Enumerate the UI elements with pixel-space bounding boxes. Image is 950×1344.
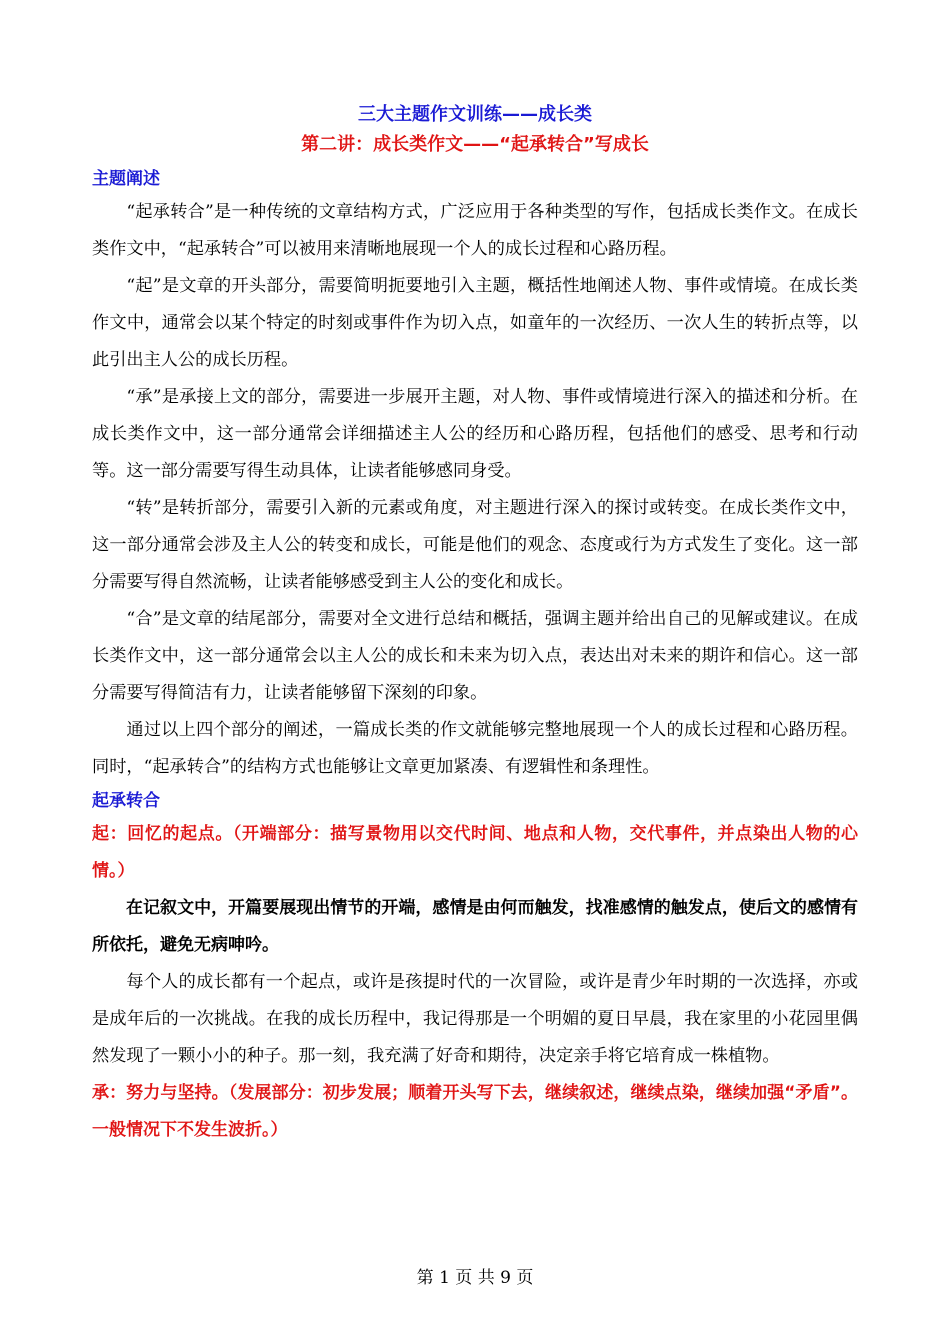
document-subtitle: 第二讲：成长类作文——“起承转合”写成长: [301, 134, 649, 155]
paragraph: “转”是转折部分，需要引入新的元素或角度，对主题进行深入的探讨或转变。在成长类作文中，这一部分通常会涉及主人公的转变和成长，可能是他们的观念、态度或行为方式发生了变化。这一部分需要写得自然流畅，让读者能够感受到主人公的变化和成长。: [92, 498, 858, 592]
section-heading-theme: 主题阐述: [92, 169, 160, 189]
section-heading-structure: 起承转合: [92, 791, 160, 811]
paragraph: “承”是承接上文的部分，需要进一步展开主题，对人物、事件或情境进行深入的描述和分析。在成长类作文中，这一部分通常会详细描述主人公的经历和心路历程，包括他们的感受、思考和行动等。这一部分需要写得生动具体，让读者能够感同身受。: [92, 387, 858, 481]
document-page: [92, 100, 858, 1149]
qi-note: 在记叙文中，开篇要展现出情节的开端，感情是由何而触发，找准感情的触发点，使后文的感情有所依托，避免无病呻吟。: [92, 898, 858, 955]
paragraph: “起”是文章的开头部分，需要简明扼要地引入主题，概括性地阐述人物、事件或情境。在成长类作文中，通常会以某个特定的时刻或事件作为切入点，如童年的一次经历、一次人生的转折点等，以此引出主人公的成长历程。: [92, 276, 858, 370]
qi-example-paragraph: 每个人的成长都有一个起点，或许是孩提时代的一次冒险，或许是青少年时期的一次选择，亦或是成年后的一次挑战。在我的成长历程中，我记得那是一个明媚的夏日早晨，我在家里的小花园里偶然发现了一颗小小的种子。那一刻，我充满了好奇和期待，决定亲手将它培育成一株植物。: [92, 972, 858, 1066]
qi-label: 起：回忆的起点。（开端部分：描写景物用以交代时间、地点和人物，交代事件，并点染出人物的心情。）: [92, 824, 858, 881]
paragraph: “合”是文章的结尾部分，需要对全文进行总结和概括，强调主题并给出自己的见解或建议。在成长类作文中，这一部分通常会以主人公的成长和未来为切入点，表达出对未来的期许和信心。这一部分需要写得简洁有力，让读者能够留下深刻的印象。: [92, 609, 858, 703]
page-footer: 第 1 页 共 9 页: [416, 1268, 534, 1288]
cheng-label: 承：努力与坚持。（发展部分：初步发展；顺着开头写下去，继续叙述，继续点染，继续加强“矛盾”。一般情况下不发生波折。）: [92, 1083, 858, 1140]
document-title: 三大主题作文训练——成长类: [358, 104, 592, 125]
paragraph: “起承转合”是一种传统的文章结构方式，广泛应用于各种类型的写作，包括成长类作文。在成长类作文中，“起承转合”可以被用来清晰地展现一个人的成长过程和心路历程。: [92, 202, 858, 259]
paragraph: 通过以上四个部分的阐述，一篇成长类的作文就能够完整地展现一个人的成长过程和心路历程。同时，“起承转合”的结构方式也能够让文章更加紧凑、有逻辑性和条理性。: [92, 720, 858, 777]
